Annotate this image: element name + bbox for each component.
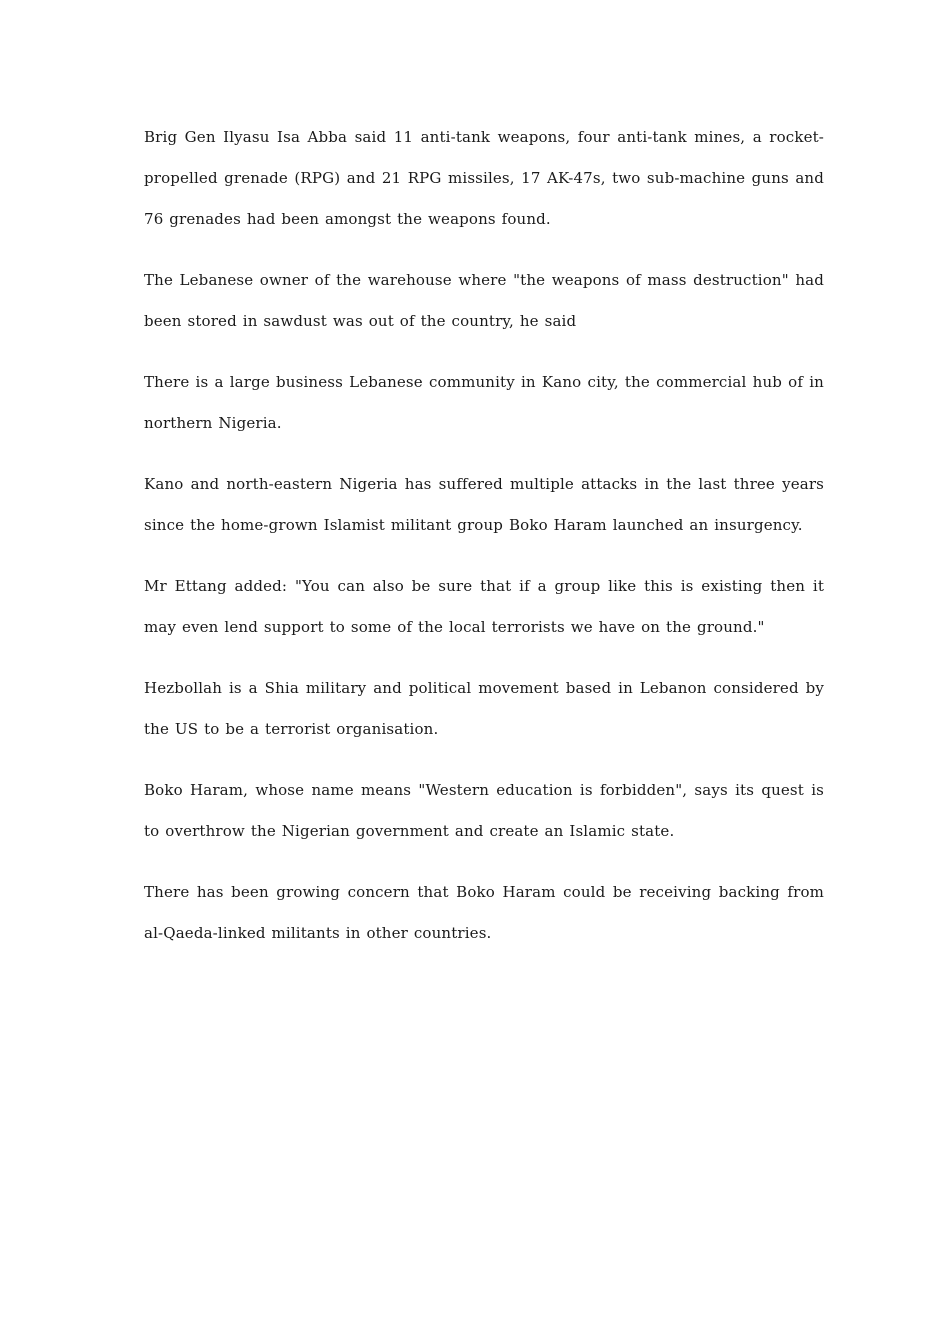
paragraph-lebanese-community: There is a large business Lebanese community in Kano city, the commercial hub of in northern Nigeria. <box>144 373 824 432</box>
paragraph-warehouse-owner: The Lebanese owner of the warehouse where "the weapons of mass destruction" had been stored in sawdust was out of the country, he said <box>144 271 824 330</box>
paragraph-kano-attacks: Kano and north-eastern Nigeria has suffered multiple attacks in the last three years since the home-grown Islamist militant group Boko Haram launched an insurgency. <box>144 475 824 534</box>
paragraph-al-qaeda-concern: There has been growing concern that Boko Haram could be receiving backing from al-Qaeda-linked militants in other countries. <box>144 883 824 942</box>
paragraph-hezbollah: Hezbollah is a Shia military and political movement based in Lebanon considered by the US to be a terrorist organisation. <box>144 679 824 738</box>
paragraph-boko-haram-name: Boko Haram, whose name means "Western education is forbidden", says its quest is to overthrow the Nigerian government and create an Islamic state. <box>144 781 824 840</box>
paragraph-weapons-list: Brig Gen Ilyasu Isa Abba said 11 anti-tank weapons, four anti-tank mines, a rocket-propelled grenade (RPG) and 21 RPG missiles, 17 AK-47s, two sub-machine guns and 76 grenades had been amongst the weapons found. <box>144 128 824 228</box>
paragraph-ettang-quote: Mr Ettang added: "You can also be sure that if a group like this is existing then it may even lend support to some of the local terrorists we have on the ground." <box>144 577 824 636</box>
document-body <box>144 117 824 974</box>
